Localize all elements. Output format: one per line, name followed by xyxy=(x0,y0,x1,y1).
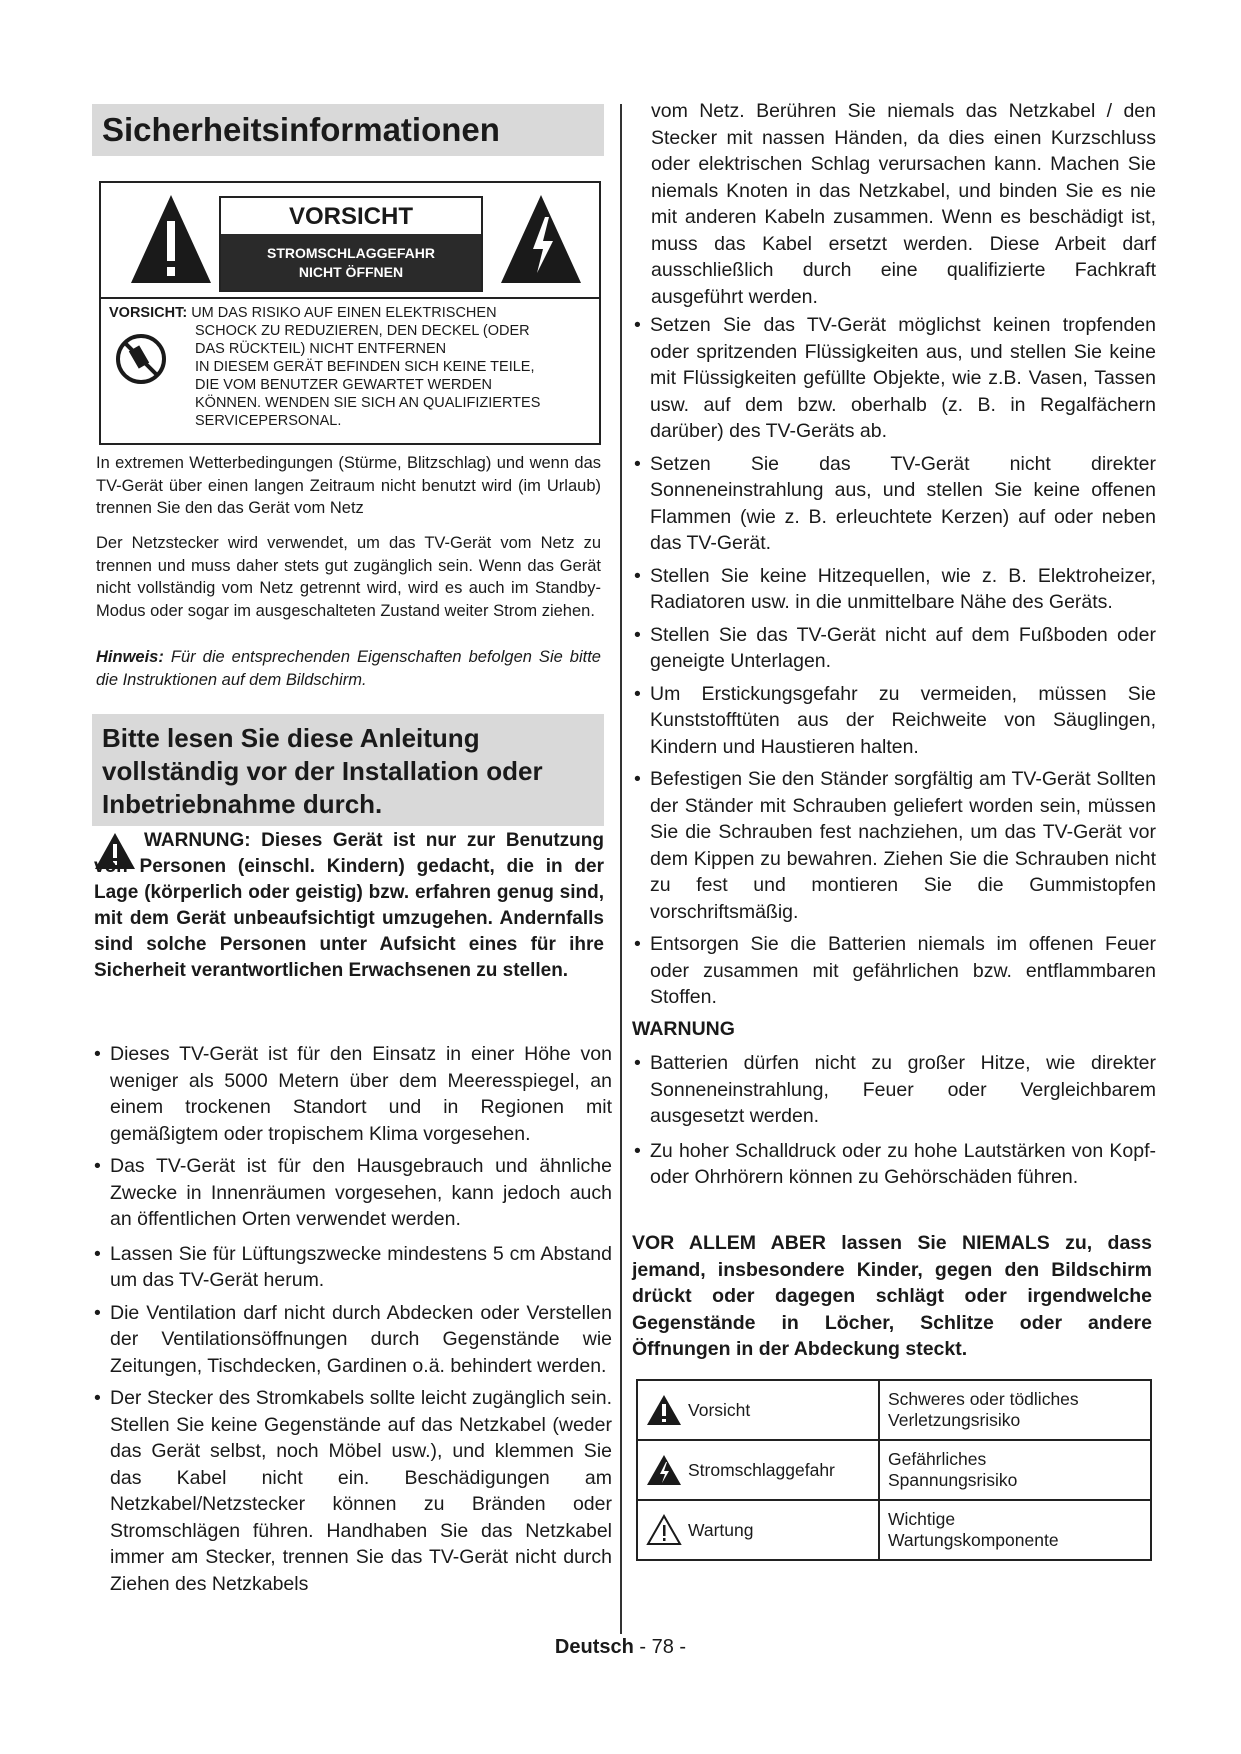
page-number: - 78 - xyxy=(633,1636,687,1658)
caution-text-line2: SCHOCK ZU REDUZIEREN, DEN DECKEL (ODER xyxy=(195,323,530,339)
list-item: • Stellen Sie das TV-Gerät nicht auf dem Fußboden oder geneigte Unterlagen. xyxy=(632,622,1156,675)
paragraph-plug: Der Netzstecker wird verwendet, um das TV-Gerät vom Netz zu trennen und muss daher stets gut zugänglich sein. Wenn das Gerät nicht vollständig vom Netz getrennt wird, wird es auch im Standby-Modus oder sogar im ausgeschalteten Zustand weiter Strom ziehen. xyxy=(96,534,601,620)
warning-exclamation-icon xyxy=(646,1394,682,1426)
list-item: • Stellen Sie keine Hitzequellen, wie z. B. Elektroheizer, Radiatoren usw. in die unmittelbare Nähe des Geräts. xyxy=(632,563,1156,616)
symbol-cell xyxy=(637,1500,879,1560)
hint-label: Hinweis: xyxy=(96,648,164,666)
list-item: • Das TV-Gerät ist für den Hausgebrauch und ähnliche Zwecke in Innenräumen vorgesehen, kann jedoch auch an öffentlichen Orten verwendet werden. xyxy=(92,1153,612,1233)
section-heading-safety: Sicherheitsinformationen xyxy=(92,104,604,156)
caution-text-line4: IN DIESEM GERÄT BEFINDEN SICH KEINE TEILE, xyxy=(195,359,535,375)
table-row xyxy=(637,1440,1151,1500)
caution-text-line6: KÖNNEN. WENDEN SIE SICH AN QUALIFIZIERTES xyxy=(195,395,541,411)
symbol-description xyxy=(879,1500,1151,1560)
symbol-description-line2: Spannungsrisiko xyxy=(888,1470,1018,1490)
caution-text-line5: DIE VOM BENUTZER GEWARTET WERDEN xyxy=(195,377,493,393)
caution-panel xyxy=(219,196,483,292)
list-item: • Entsorgen Sie die Batterien niemals im offenen Feuer oder zusammen mit gefährlichen bzw. entflammbaren Stoffen. xyxy=(632,931,1156,1011)
caution-title: VORSICHT xyxy=(288,203,413,230)
list-item: • Setzen Sie das TV-Gerät nicht direkter Sonneneinstrahlung aus, und stellen Sie keine offenen Flammen (wie z. B. erleuchtete Kerzen) auf oder neben das TV-Gerät. xyxy=(632,451,1156,557)
caution-banner-line1: STROMSCHLAGGEFAHR xyxy=(267,245,435,261)
symbol-description xyxy=(879,1440,1151,1500)
symbol-cell xyxy=(637,1380,879,1440)
hint-paragraph xyxy=(96,646,601,691)
list-item: • Befestigen Sie den Ständer sorgfältig am TV-Gerät Sollten der Ständer mit Schrauben geliefert worden sein, müssen Sie die Schrauben fest nachziehen, um das TV-Gerät vor dem Kippen zu bewahren. Ziehen Sie die Schrauben nicht zu fest und montieren Sie die Gummistopfen vorschriftsmäßig. xyxy=(632,766,1156,925)
symbol-cell xyxy=(637,1440,879,1500)
caution-text-label: VORSICHT: xyxy=(109,305,188,321)
symbol-description-line1: Wichtige xyxy=(888,1509,956,1529)
paragraph-continuation: vom Netz. Berühren Sie niemals das Netzkabel / den Stecker mit nassen Händen, da dies einen Kurzschluss oder elektrischen Schlag verursachen kann. Machen Sie niemals Knoten in das Netzkabel, und binden Sie es nie mit anderen Kabeln zusammen. Wenn es beschädigt ist, muss das Kabel ersetzt werden. Diese Arbeit darf ausschließlich durch eine qualifizierte Fachkraft ausgeführt werden. xyxy=(651,100,1156,308)
caution-label-top xyxy=(101,183,599,299)
list-item: • Um Erstickungsgefahr zu vermeiden, müssen Sie Kunststofftüten aus der Reichweite von Säuglingen, Kindern und Haustieren halten. xyxy=(632,681,1156,761)
final-warning-paragraph: VOR ALLEM ABER lassen Sie NIEMALS zu, dass jemand, insbesondere Kinder, gegen den Bildschirm drückt oder dagegen schlägt oder irgendwelche Gegenstände in Löcher, Schlitze oder andere Öffnungen in der Abdeckung steckt. xyxy=(632,1232,1152,1360)
symbol-label: Stromschlaggefahr xyxy=(688,1459,835,1480)
symbol-table xyxy=(636,1379,1152,1561)
maintenance-icon xyxy=(646,1514,682,1546)
caution-label-box xyxy=(99,181,601,445)
warning-bullet-list xyxy=(632,1050,1156,1191)
table-row xyxy=(637,1500,1151,1560)
right-bullet-list xyxy=(632,312,1156,1011)
symbol-description-line2: Wartungskomponente xyxy=(888,1530,1059,1550)
list-item: • Zu hoher Schalldruck oder zu hohe Lautstärken von Kopf- oder Ohrhörern können zu Gehörschäden führen. xyxy=(632,1138,1156,1191)
list-item: • Der Stecker des Stromkabels sollte leicht zugänglich sein. Stellen Sie keine Gegenstände auf das Netzkabel (weder das Gerät selbst, noch Möbel usw.), und klemmen Sie das Kabel nicht ein. Beschädigungen am Netzkabel/Netzstecker können zu Bränden oder Stromschlägen führen. Handhaben Sie das Netzkabel immer am Stecker, trennen Sie das TV-Gerät nicht durch Ziehen des Netzkabels xyxy=(92,1385,612,1597)
symbol-description-line1: Gefährliches xyxy=(888,1449,987,1469)
warning-heading: WARNUNG xyxy=(632,1018,735,1040)
electric-shock-icon xyxy=(499,193,583,285)
caution-banner xyxy=(221,234,481,290)
symbol-label: Wartung xyxy=(688,1519,754,1540)
symbol-description xyxy=(879,1380,1151,1440)
caution-text-line1: UM DAS RISIKO AUF EINEN ELEKTRISCHEN xyxy=(191,305,497,321)
left-bullet-list xyxy=(92,1041,612,1597)
warning-exclamation-icon xyxy=(129,193,213,285)
paragraph-weather: In extremen Wetterbedingungen (Stürme, Blitzschlag) und wenn das TV-Gerät über einen langen Zeitraum nicht benutzt wird (im Urlaub) trennen Sie den das Gerät vom Netz xyxy=(96,454,601,517)
section-heading-read-manual: Bitte lesen Sie diese Anleitung vollständig vor der Installation oder Inbetriebnahme durch. xyxy=(92,714,604,826)
page-footer xyxy=(0,1636,1241,1659)
caution-text-line3: DAS RÜCKTEIL) NICHT ENTFERNEN xyxy=(195,341,447,357)
symbol-description-line2: Verletzungsrisiko xyxy=(888,1410,1021,1430)
symbol-description-line1: Schweres oder tödliches xyxy=(888,1389,1079,1409)
warning-paragraph: WARNUNG: Dieses Gerät ist nur zur Benutzung von Personen (einschl. Kindern) gedacht, die in der Lage (körperlich oder geistig) bzw. erfahren genug sind, mit dem Gerät unbeaufsichtigt umzugehen. Andernfalls sind solche Personen unter Aufsicht eines für ihre Sicherheit verantwortlichen Erwachsenen zu stellen. xyxy=(94,830,604,981)
list-item: • Die Ventilation darf nicht durch Abdecken oder Verstellen der Ventilationsöffnungen durch Gegenstände wie Zeitungen, Tischdecken, Gardinen o.ä. behindert werden. xyxy=(92,1300,612,1380)
list-item: • Setzen Sie das TV-Gerät möglichst keinen tropfenden oder spritzenden Flüssigkeiten aus, und stellen Sie keine mit Flüssigkeiten gefüllte Objekte, wie z.B. Vasen, Tassen usw. auf dem bzw. oberhalb (z. B. in Regalfächern darüber) des TV-Geräts ab. xyxy=(632,312,1156,445)
table-row xyxy=(637,1380,1151,1440)
caution-text-line7: SERVICEPERSONAL. xyxy=(195,413,342,429)
list-item: • Dieses TV-Gerät ist für den Einsatz in einer Höhe von weniger als 5000 Metern über dem Meeresspiegel, an einem trockenen Standort und in Regionen mit gemäßigtem oder tropischem Klima vorgesehen. xyxy=(92,1041,612,1147)
symbol-label: Vorsicht xyxy=(688,1399,751,1420)
footer-language: Deutsch xyxy=(554,1636,634,1658)
list-item: • Batterien dürfen nicht zu großer Hitze, wie direkter Sonneneinstrahlung, Feuer oder Vergleichbarem ausgesetzt werden. xyxy=(632,1050,1156,1130)
caution-text xyxy=(109,304,593,430)
electric-shock-icon xyxy=(646,1454,682,1486)
hint-text: Für die entsprechenden Eigenschaften befolgen Sie bitte die Instruktionen auf dem Bildschirm. xyxy=(96,648,601,689)
caution-banner-line2: NICHT ÖFFNEN xyxy=(298,264,404,280)
list-item: • Lassen Sie für Lüftungszwecke mindestens 5 cm Abstand um das TV-Gerät herum. xyxy=(92,1241,612,1294)
column-divider xyxy=(620,104,622,1634)
